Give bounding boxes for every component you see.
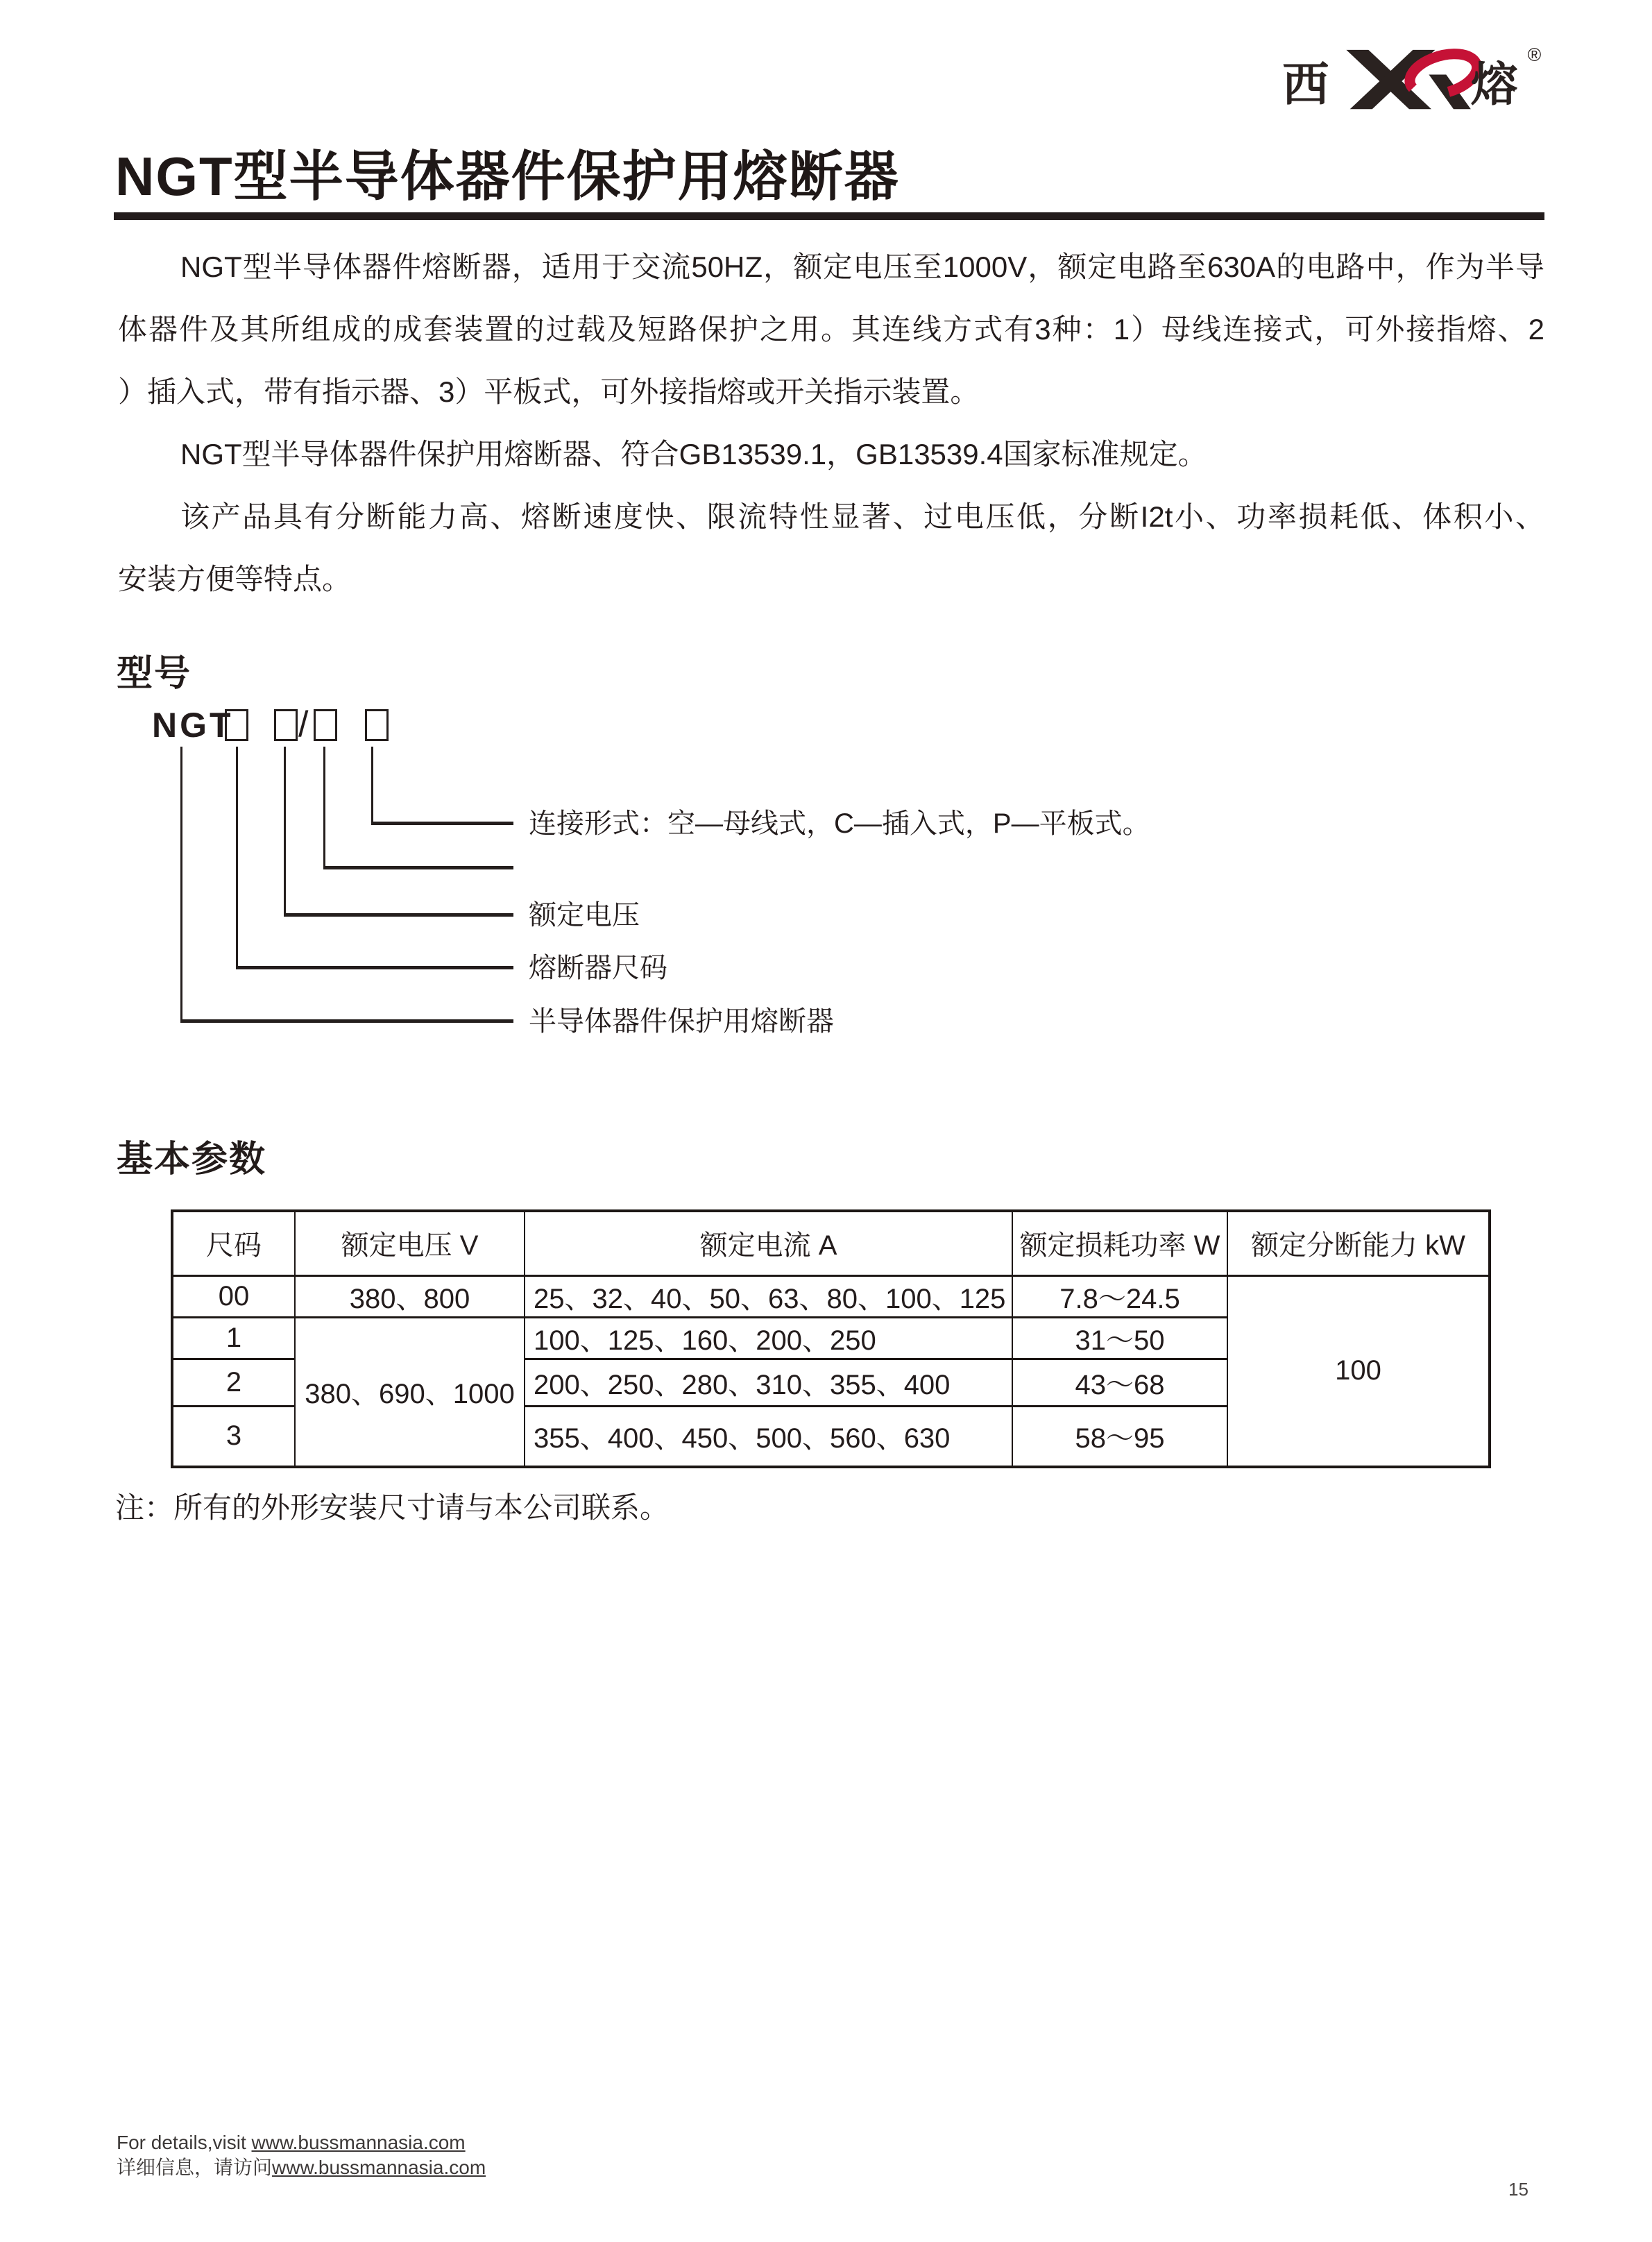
intro-paragraphs bbox=[118, 236, 1544, 611]
connector-line-horizontal bbox=[236, 966, 513, 969]
connector-line-vertical bbox=[371, 747, 373, 824]
cell-current: 100、125、160、200、250 bbox=[525, 1317, 1012, 1359]
model-section-heading: 型号 bbox=[117, 654, 192, 694]
intro-line: 安装方便等特点。 bbox=[118, 563, 352, 595]
cell-current: 355、400、450、500、560、630 bbox=[525, 1406, 1012, 1467]
footer-cn-text: 详细信息，请访问 bbox=[117, 2157, 273, 2178]
connector-line-horizontal bbox=[180, 1019, 513, 1023]
page-number: 15 bbox=[1508, 2179, 1528, 2200]
table-note: 注：所有的外形安装尺寸请与本公司联系。 bbox=[115, 1491, 670, 1524]
cell-power: 31～50 bbox=[1012, 1317, 1227, 1359]
intro-line: NGT型半导体器件熔断器，适用于交流50HZ，额定电压至1000V，额定电路至630A的电路中，作为半导 bbox=[180, 250, 1544, 283]
footer-cn-link[interactable]: www.bussmannasia.com bbox=[272, 2157, 486, 2178]
model-code-separator: / bbox=[298, 704, 309, 745]
cell-current: 25、32、40、50、63、80、100、125 bbox=[525, 1275, 1012, 1317]
connector-line-horizontal bbox=[323, 866, 513, 869]
model-code-box bbox=[274, 709, 298, 741]
col-header-voltage: 额定电压 V bbox=[295, 1211, 525, 1275]
cell-power: 58～95 bbox=[1012, 1406, 1227, 1467]
col-header-size: 尺码 bbox=[172, 1211, 295, 1275]
model-label-connection: 连接形式：空—母线式，C—插入式，P—平板式。 bbox=[529, 808, 1150, 839]
footer-line-en bbox=[117, 2130, 486, 2155]
brand-logo-graphic bbox=[1282, 33, 1547, 121]
cell-power: 43～68 bbox=[1012, 1359, 1227, 1406]
registered-trademark-icon: ® bbox=[1527, 44, 1542, 65]
cell-breaking-capacity: 100 bbox=[1227, 1275, 1490, 1467]
footer-en-link[interactable]: www.bussmannasia.com bbox=[251, 2132, 466, 2153]
footer-line-cn bbox=[117, 2155, 486, 2180]
intro-line: 体器件及其所组成的成套装置的过载及短路保护之用。其连线方式有3种：1）母线连接式，可外接指熔、2 bbox=[118, 313, 1544, 346]
connector-line-horizontal bbox=[371, 822, 513, 825]
brand-logo bbox=[1282, 33, 1547, 121]
connector-line-horizontal bbox=[284, 913, 513, 917]
params-section-heading: 基本参数 bbox=[117, 1139, 267, 1180]
connector-line-vertical bbox=[180, 747, 182, 1022]
cell-size: 2 bbox=[172, 1359, 295, 1406]
col-header-current: 额定电流 A bbox=[525, 1211, 1012, 1275]
model-code-box bbox=[365, 709, 389, 741]
intro-line: ）插入式，带有指示器、3）平板式，可外接指熔或开关指示装置。 bbox=[118, 375, 980, 408]
connector-line-vertical bbox=[323, 747, 325, 869]
model-code-box bbox=[314, 709, 337, 741]
basic-params-table bbox=[171, 1209, 1491, 1468]
col-header-power: 额定损耗功率 W bbox=[1012, 1211, 1227, 1275]
intro-line: 该产品具有分断能力高、熔断速度快、限流特性显著、过电压低，分断I2t小、功率损耗低、体积小、 bbox=[180, 500, 1544, 533]
cell-size: 1 bbox=[172, 1317, 295, 1359]
model-code-prefix: NGT bbox=[152, 706, 234, 745]
cell-size: 00 bbox=[172, 1275, 295, 1317]
logo-char-left: 西 bbox=[1282, 58, 1329, 111]
logo-char-right: 熔 bbox=[1470, 58, 1518, 111]
model-label-voltage: 额定电压 bbox=[529, 900, 640, 931]
footer-en-text: For details,visit bbox=[117, 2132, 252, 2153]
model-code-box bbox=[225, 709, 248, 741]
col-header-breaking: 额定分断能力 kW bbox=[1227, 1211, 1490, 1275]
table-row bbox=[172, 1275, 1490, 1317]
page-title: NGT型半导体器件保护用熔断器 bbox=[115, 146, 900, 207]
logo-xr-monogram bbox=[1346, 50, 1476, 109]
model-label-product: 半导体器件保护用熔断器 bbox=[529, 1006, 834, 1037]
connector-line-vertical bbox=[284, 747, 286, 916]
page-footer bbox=[117, 2130, 486, 2180]
cell-current: 200、250、280、310、355、400 bbox=[525, 1359, 1012, 1406]
model-label-size: 熔断器尺码 bbox=[529, 953, 667, 983]
cell-power: 7.8～24.5 bbox=[1012, 1275, 1227, 1317]
cell-voltage: 380、690、1000 bbox=[295, 1317, 525, 1467]
title-rule bbox=[114, 212, 1544, 220]
connector-line-vertical bbox=[236, 747, 238, 969]
intro-line: NGT型半导体器件保护用熔断器、符合GB13539.1，GB13539.4国家标准规定。 bbox=[180, 438, 1207, 470]
cell-size: 3 bbox=[172, 1406, 295, 1467]
cell-voltage: 380、800 bbox=[295, 1275, 525, 1317]
